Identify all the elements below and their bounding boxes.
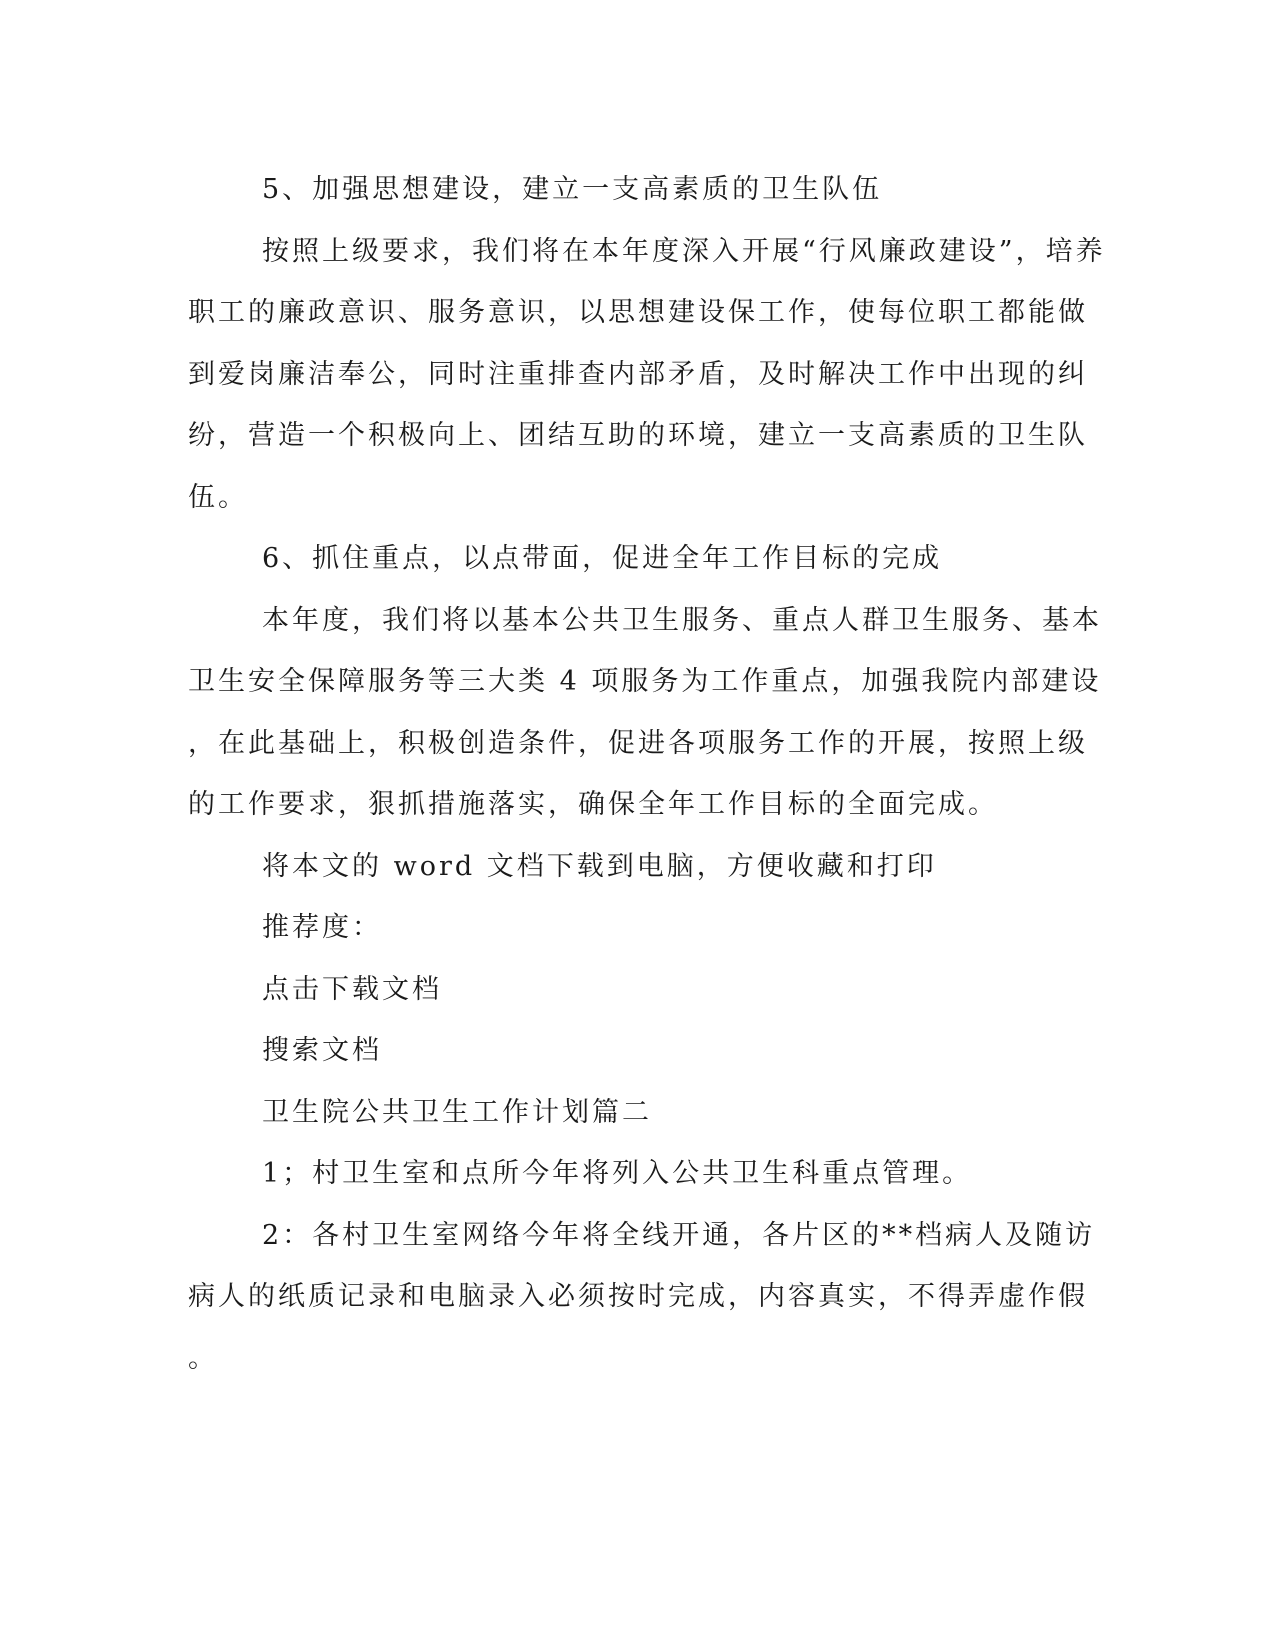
paragraph-line: ，在此基础上，积极创造条件，促进各项服务工作的开展，按照上级 (188, 727, 1088, 759)
paragraph-line: 。 (188, 1342, 218, 1374)
paragraph-line: 纷，营造一个积极向上、团结互助的环境，建立一支高素质的卫生队 (188, 420, 1088, 451)
paragraph-line: 病人的纸质记录和电脑录入必须按时完成，内容真实，不得弄虚作假 (188, 1281, 1088, 1312)
paragraph-line: 的工作要求，狠抓措施落实，确保全年工作目标的全面完成。 (188, 789, 998, 820)
paragraph-line: 2：各村卫生室网络今年将全线开通，各片区的**档病人及随访 (262, 1219, 1096, 1251)
section-heading-5: 5、加强思想建设，建立一支高素质的卫生队伍 (262, 174, 883, 205)
download-note: 将本文的 word 文档下载到电脑，方便收藏和打印 (262, 850, 937, 882)
section-title-part-two: 卫生院公共卫生工作计划篇二 (262, 1096, 652, 1128)
recommendation-label: 推荐度： (262, 912, 382, 943)
paragraph-line: 1；村卫生室和点所今年将列入公共卫生科重点管理。 (262, 1158, 973, 1189)
search-document-link[interactable]: 搜索文档 (262, 1035, 382, 1066)
paragraph-line: 伍。 (188, 481, 248, 513)
paragraph-line: 本年度，我们将以基本公共卫生服务、重点人群卫生服务、基本 (262, 604, 1102, 636)
paragraph-line: 到爱岗廉洁奉公，同时注重排查内部矛盾，及时解决工作中出现的纠 (188, 358, 1088, 390)
paragraph-line: 卫生安全保障服务等三大类 4 项服务为工作重点，加强我院内部建设 (188, 666, 1102, 697)
paragraph-line: 职工的廉政意识、服务意识，以思想建设保工作，使每位职工都能做 (188, 297, 1088, 328)
paragraph-line: 按照上级要求，我们将在本年度深入开展“行风廉政建设”，培养 (262, 235, 1106, 267)
download-document-link[interactable]: 点击下载文档 (262, 973, 442, 1005)
document-body (188, 159, 1106, 1389)
section-heading-6: 6、抓住重点，以点带面，促进全年工作目标的完成 (262, 543, 943, 574)
